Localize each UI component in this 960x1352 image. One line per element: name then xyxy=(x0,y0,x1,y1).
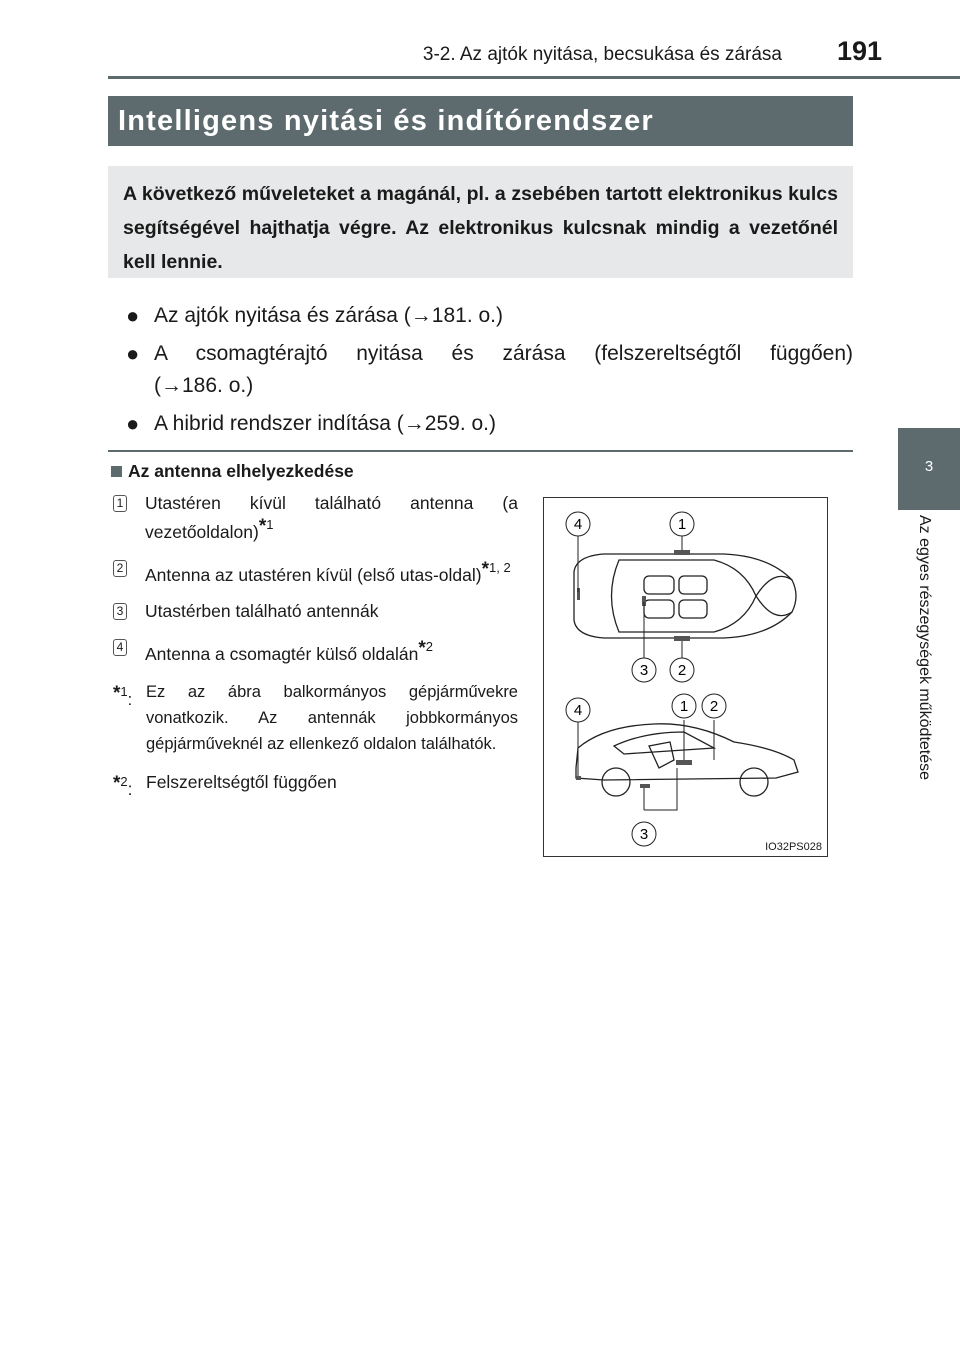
callout-1-top xyxy=(670,512,694,536)
intro-box: A következő műveleteket a magánál, pl. a zsebében tartott elektronikus kulcs segítségével hajthatja végre. Az elektronikus kulcsnak mindig a vezetőnél kell lennie. xyxy=(108,166,853,278)
section-divider xyxy=(108,450,853,452)
callout-1-side xyxy=(672,694,696,718)
antenna-description: Antenna a csomagtér külső oldalán xyxy=(145,644,419,664)
list-item-text: Az ajtók nyitása és zárása (→181. o.) xyxy=(154,304,503,327)
chapter-title: Az egyes részegységek működtetése xyxy=(916,515,933,781)
antenna-item xyxy=(113,557,518,586)
footnote-ref: 2 xyxy=(425,639,434,654)
footnote-number: 1 xyxy=(120,684,128,699)
car-top-view xyxy=(574,554,796,638)
svg-text:1: 1 xyxy=(679,698,689,715)
callout-number: 3 xyxy=(113,603,127,620)
list-item xyxy=(126,300,853,332)
car-diagram xyxy=(544,498,826,855)
square-bullet-icon xyxy=(111,466,122,477)
header-rule xyxy=(108,76,960,79)
footnote-ref: 1, 2 xyxy=(488,560,511,575)
list-item-text: A hibrid rendszer indítása (→259. o.) xyxy=(154,412,497,435)
footnote-star: * xyxy=(113,683,121,704)
antenna-location-figure xyxy=(543,497,828,857)
list-item-text-continued: (→186. o.) xyxy=(154,374,254,397)
subsection-heading xyxy=(111,461,354,482)
svg-text:2: 2 xyxy=(677,662,687,679)
footnote xyxy=(113,769,518,802)
figure-code: IO32PS028 xyxy=(765,841,822,853)
section-title: Intelligens nyitási és indítórendszer xyxy=(108,96,853,146)
callout-4-side xyxy=(566,698,590,722)
subsection-heading-text: Az antenna elhelyezkedése xyxy=(128,461,354,481)
header-section-title: 3-2. Az ajtók nyitása, becsukása és zárása xyxy=(422,44,782,65)
footnote-separator: : xyxy=(127,691,133,709)
callout-2-side xyxy=(702,694,726,718)
callout-number: 4 xyxy=(113,639,127,656)
page-number: 191 xyxy=(836,36,882,66)
chapter-number: 3 xyxy=(924,458,934,475)
antenna-description: Utastérben található antennák xyxy=(145,601,379,621)
footnote-number: 2 xyxy=(120,774,128,789)
callout-4-top xyxy=(566,512,590,536)
antenna-item xyxy=(113,636,518,665)
footnote-text: Ez az ábra balkormányos gépjárművekre vonatkozik. Az antennák jobbkormányos gépjárműveknél az ellenkező oldalon találhatók. xyxy=(146,683,518,753)
footnote-star: * xyxy=(258,516,267,537)
svg-text:1: 1 xyxy=(677,516,687,533)
antenna-markers-top xyxy=(577,550,690,641)
footnote xyxy=(113,679,518,757)
footnote-text: Felszereltségtől függően xyxy=(146,772,337,792)
svg-text:3: 3 xyxy=(639,662,649,679)
callout-number: 1 xyxy=(113,495,127,512)
chapter-tab xyxy=(898,428,960,510)
callout-3-top xyxy=(632,658,656,682)
list-item xyxy=(126,338,853,402)
feature-list xyxy=(126,300,853,446)
list-item xyxy=(126,408,853,440)
callout-2-top xyxy=(670,658,694,682)
antenna-description: Antenna az utastéren kívül (első utas-oldal) xyxy=(145,565,482,585)
svg-text:4: 4 xyxy=(573,702,583,719)
antenna-item xyxy=(113,600,518,622)
bullet-icon: ● xyxy=(126,411,140,436)
callout-3-side xyxy=(632,822,656,846)
svg-text:3: 3 xyxy=(639,826,649,843)
antenna-list xyxy=(113,492,518,814)
footnote-separator: : xyxy=(127,779,133,799)
footnote-ref: 1 xyxy=(266,517,274,532)
antenna-description: Utastéren kívül található antenna (a vezetőoldalon) xyxy=(145,493,518,542)
svg-text:4: 4 xyxy=(573,516,583,533)
list-item-text: A csomagtérajtó nyitása és zárása (felszereltségtől függően) xyxy=(154,342,853,365)
svg-text:2: 2 xyxy=(709,698,719,715)
footnote-star: * xyxy=(481,559,489,580)
footnote-star: * xyxy=(113,773,121,794)
callouts xyxy=(566,512,726,846)
antenna-item xyxy=(113,492,518,543)
leader-lines-side xyxy=(578,720,714,810)
callout-number: 2 xyxy=(113,560,127,577)
bullet-icon: ● xyxy=(126,303,140,328)
antenna-markers-side xyxy=(576,760,692,788)
page-header xyxy=(0,0,960,80)
bullet-icon: ● xyxy=(126,341,140,366)
car-side-view xyxy=(576,724,798,796)
footnote-star: * xyxy=(418,638,426,659)
